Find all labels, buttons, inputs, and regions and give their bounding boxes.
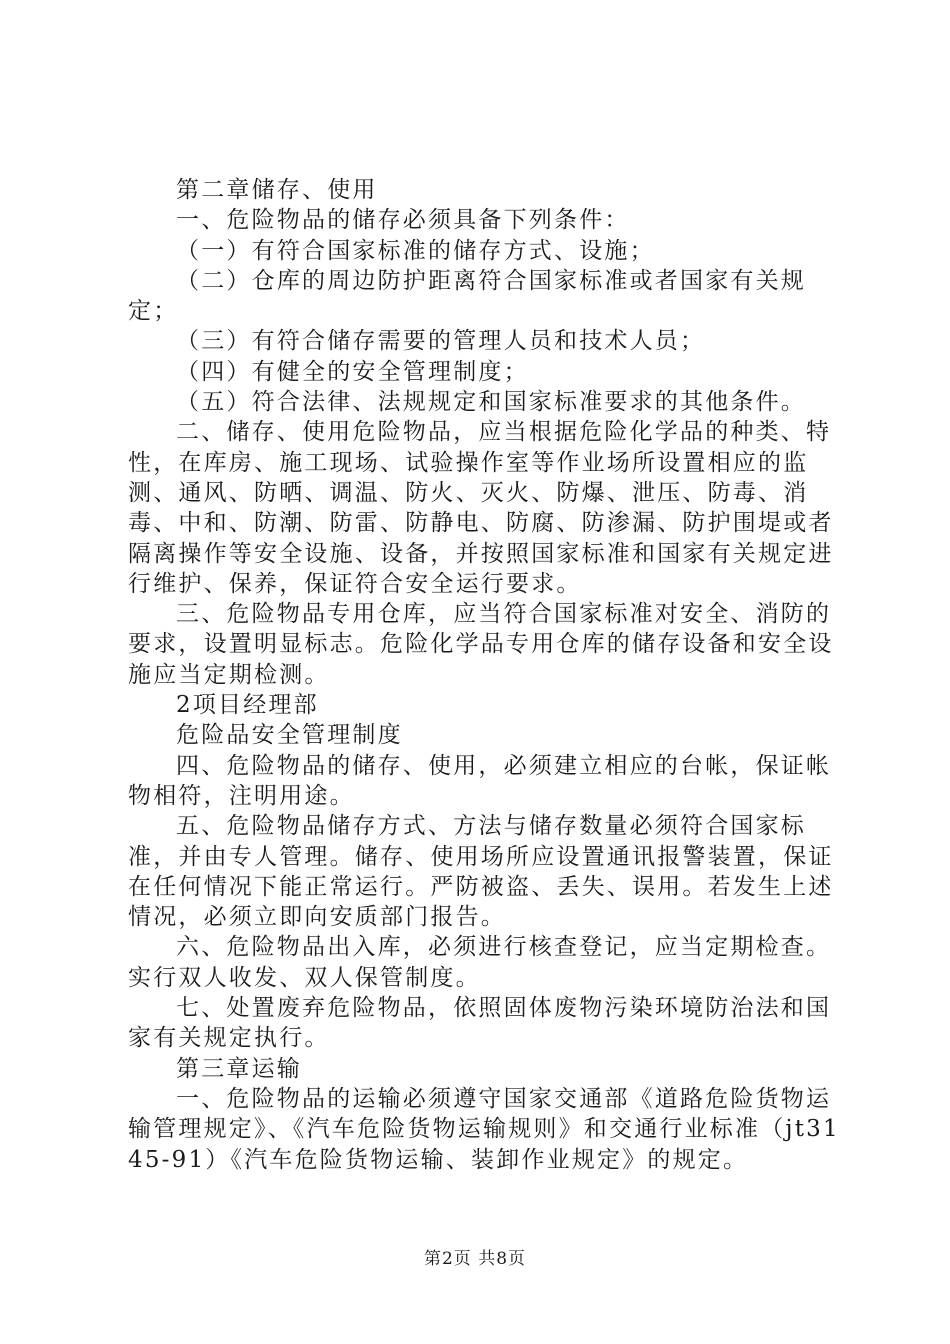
paragraph: （一）有符合国家标准的储存方式、设施；	[176, 237, 655, 264]
section-label: 2项目经理部	[176, 692, 319, 719]
paragraph: 六、危险物品出入库，必须进行核查登记，应当定期检查。实行双人收发、双人保管制度。	[128, 934, 832, 991]
paragraph: 一、危险物品的储存必须具备下列条件：	[176, 207, 630, 234]
paragraph: 三、危险物品专用仓库，应当符合国家标准对安全、消防的要求，设置明显标志。危险化学品专用仓库的储存设备和安全设施应当定期检测。	[128, 601, 834, 688]
chapter-heading-3: 第三章运输	[176, 1055, 302, 1082]
paragraph: （五）符合法律、法规规定和国家标准要求的其他条件。	[176, 389, 806, 416]
paragraph: 一、危险物品的运输必须遵守国家交通部《道路危险货物运输管理规定》、《汽车危险货物运输规则》和交通行业标准（jt3145-91）《汽车危险货物运输、装卸作业规定》的规定。	[128, 1085, 840, 1173]
paragraph: 五、危险物品储存方式、方法与储存数量必须符合国家标准，并由专人管理。储存、使用场所应设置通讯报警装置，保证在任何情况下能正常运行。严防被盗、丢失、误用。若发生上述情况，必须立即向安质部门报告。	[128, 813, 834, 931]
paragraph: （四）有健全的安全管理制度；	[176, 358, 529, 385]
paragraph: 二、储存、使用危险物品，应当根据危险化学品的种类、特性，在库房、施工现场、试验操作室等作业场所设置相应的监测、通风、防晒、调温、防火、灭火、防爆、泄压、防毒、消毒、中和、防潮、防雷、防静电、防腐、防渗漏、防护围堤或者隔离操作等安全设施、设备，并按照国家标准和国家有关规定进行维护、保养，保证符合安全运行要求。	[128, 419, 834, 597]
chapter-heading-2: 第二章储存、使用	[176, 177, 378, 203]
paragraph: （二）仓库的周边防护距离符合国家标准或者国家有关规定；	[128, 267, 806, 325]
section-title: 危险品安全管理制度	[176, 722, 403, 749]
paragraph: 七、处置废弃危险物品，依照固体废物污染环境防治法和国家有关规定执行。	[128, 995, 832, 1052]
page-number-footer: 第2页 共8页	[423, 1249, 527, 1269]
paragraph: （三）有符合储存需要的管理人员和技术人员；	[176, 328, 706, 355]
document-body	[128, 175, 848, 1175]
paragraph: 四、危险物品的储存、使用，必须建立相应的台帐，保证帐物相符，注明用途。	[128, 752, 832, 809]
